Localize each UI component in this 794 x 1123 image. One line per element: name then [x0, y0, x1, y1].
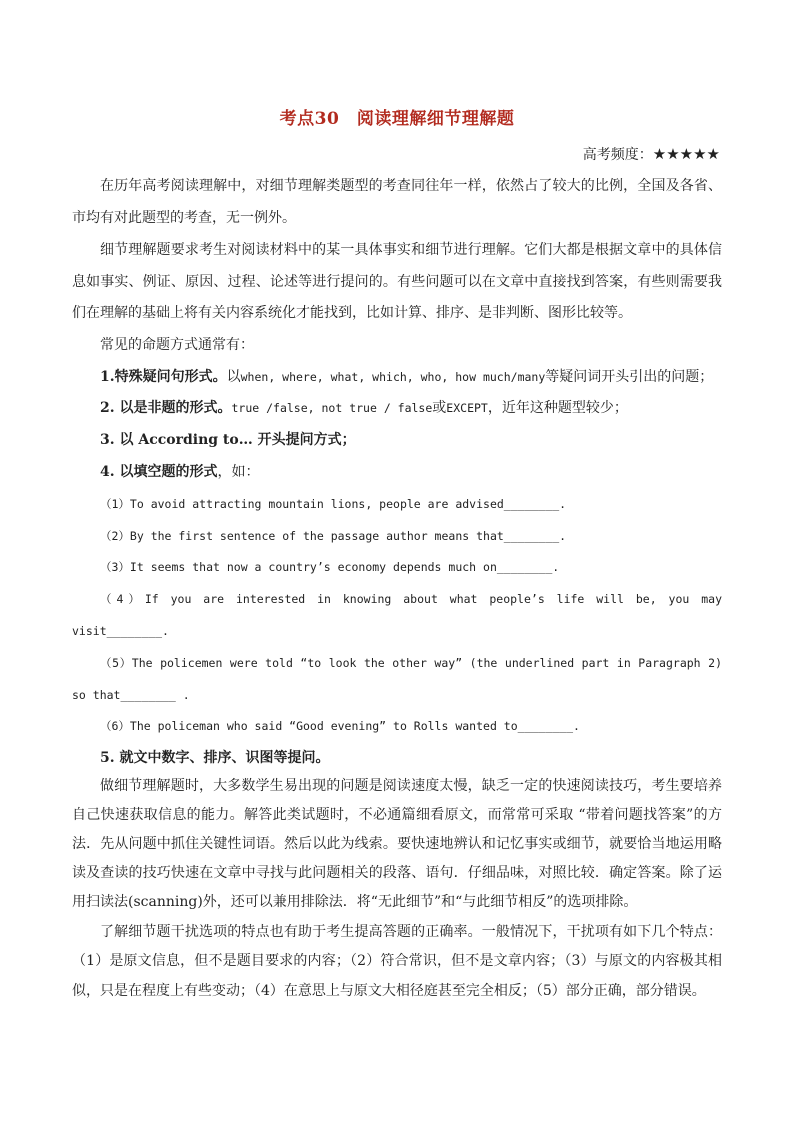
frequency-label: 高考频度： [582, 147, 653, 163]
item-3: 3. 以 According to… 开头提问方式； [100, 432, 356, 448]
example-4-line-1: （4）If you are interested in knowing about what people’s life will be, you may [100, 592, 722, 606]
para2-line-3: 们在理解的基础上将有关内容系统化才能找到，比如计算、排序、是非判断、图形比较等。 [72, 305, 632, 321]
para4-line-1: 了解细节题干扰选项的特点也有助于考生提高答题的正确率。一般情况下，干扰项有如下几个特点： [100, 924, 722, 940]
example-3: （3）It seems that now a country’s economy depends much on________. [100, 560, 560, 574]
example-1: （1）To avoid attracting mountain lions, people are advised________. [100, 497, 567, 511]
frequency-rating [583, 144, 720, 164]
item-1-title: 1.特殊疑问句形式。 [100, 369, 227, 385]
item-2-title: 2. 以是非题的形式。 [100, 400, 232, 416]
item-2-code: true /false, not true / false [231, 401, 433, 415]
example-2: （2）By the first sentence of the passage author means that________. [100, 529, 567, 543]
para3-line-1: 做细节理解题时，大多数学生易出现的问题是阅读速度太慢，缺乏一定的快速阅读技巧，考生要培养 [100, 778, 722, 794]
item-1-post: 等疑问词开头引出的问题； [545, 369, 714, 385]
item-2-code-2: EXCEPT [446, 401, 488, 415]
para2-line-2: 息如事实、例证、原因、过程、论述等进行提问的。有些问题可以在文章中直接找到答案，有些则需要我 [72, 274, 722, 290]
para3-line-2: 自己快速获取信息的能力。解答此类试题时，不必通篇细看原文，而常常可采取 “带着问题找答案”的方 [72, 807, 722, 823]
item-2 [72, 392, 722, 424]
example-5-line-1: （5）The policemen were told “to look the other way” (the underlined part in Paragraph 2) [100, 656, 722, 670]
item-1 [72, 361, 722, 393]
para3-line-5: 用扫读法(scanning)外，还可以兼用排除法．将“无此细节”和“与此细节相反”的选项排除。 [72, 894, 638, 910]
common-forms-heading: 常见的命题方式通常有： [100, 337, 254, 353]
item-4-post: ，如： [217, 464, 260, 480]
example-6: （6）The policeman who said “Good evening” to Rolls wanted to________. [100, 719, 580, 733]
para3-line-3: 法．先从问题中抓住关键性词语。然后以此为线索。要快速地辨认和记忆事实或细节，就要恰当地运用略 [72, 836, 722, 852]
item-1-code: when, where, what, which, who, how much/many [240, 370, 546, 384]
para3-line-4: 读及查读的技巧快速在文章中寻找与此问题相关的段落、语句．仔细品味，对照比较．确定答案。除了运 [72, 865, 722, 881]
item-5: 5. 就文中数字、排序、识图等提问。 [100, 750, 330, 766]
example-4-line-2: visit________. [72, 624, 169, 638]
star-rating-icon: ★★★★★ [652, 145, 720, 163]
intro-line-1: 在历年高考阅读理解中，对细节理解类题型的考查同往年一样，依然占了较大的比例，全国及各省、 [100, 178, 722, 194]
page-title: 考点30 阅读理解细节理解题 [279, 109, 515, 129]
example-5-line-2: so that________ . [72, 688, 190, 702]
para4-line-2: （1）是原文信息，但不是题目要求的内容；（2）符合常识，但不是文章内容；（3）与原文的内容极其相 [72, 953, 722, 969]
item-2-post: ，近年这种题型较少； [487, 400, 628, 416]
item-4-title: 4. 以填空题的形式 [100, 464, 218, 480]
item-1-pre: 以 [226, 369, 241, 385]
para2-line-1: 细节理解题要求考生对阅读材料中的某一具体事实和细节进行理解。它们大都是根据文章中的具体信 [100, 242, 722, 258]
item-4 [72, 456, 722, 488]
item-2-mid: 或 [432, 400, 447, 416]
intro-line-2: 市均有对此题型的考查，无一例外。 [72, 210, 296, 226]
para4-line-3: 似，只是在程度上有些变动；（4）在意思上与原文大相径庭甚至完全相反；（5）部分正确，部分错误。 [72, 983, 706, 999]
